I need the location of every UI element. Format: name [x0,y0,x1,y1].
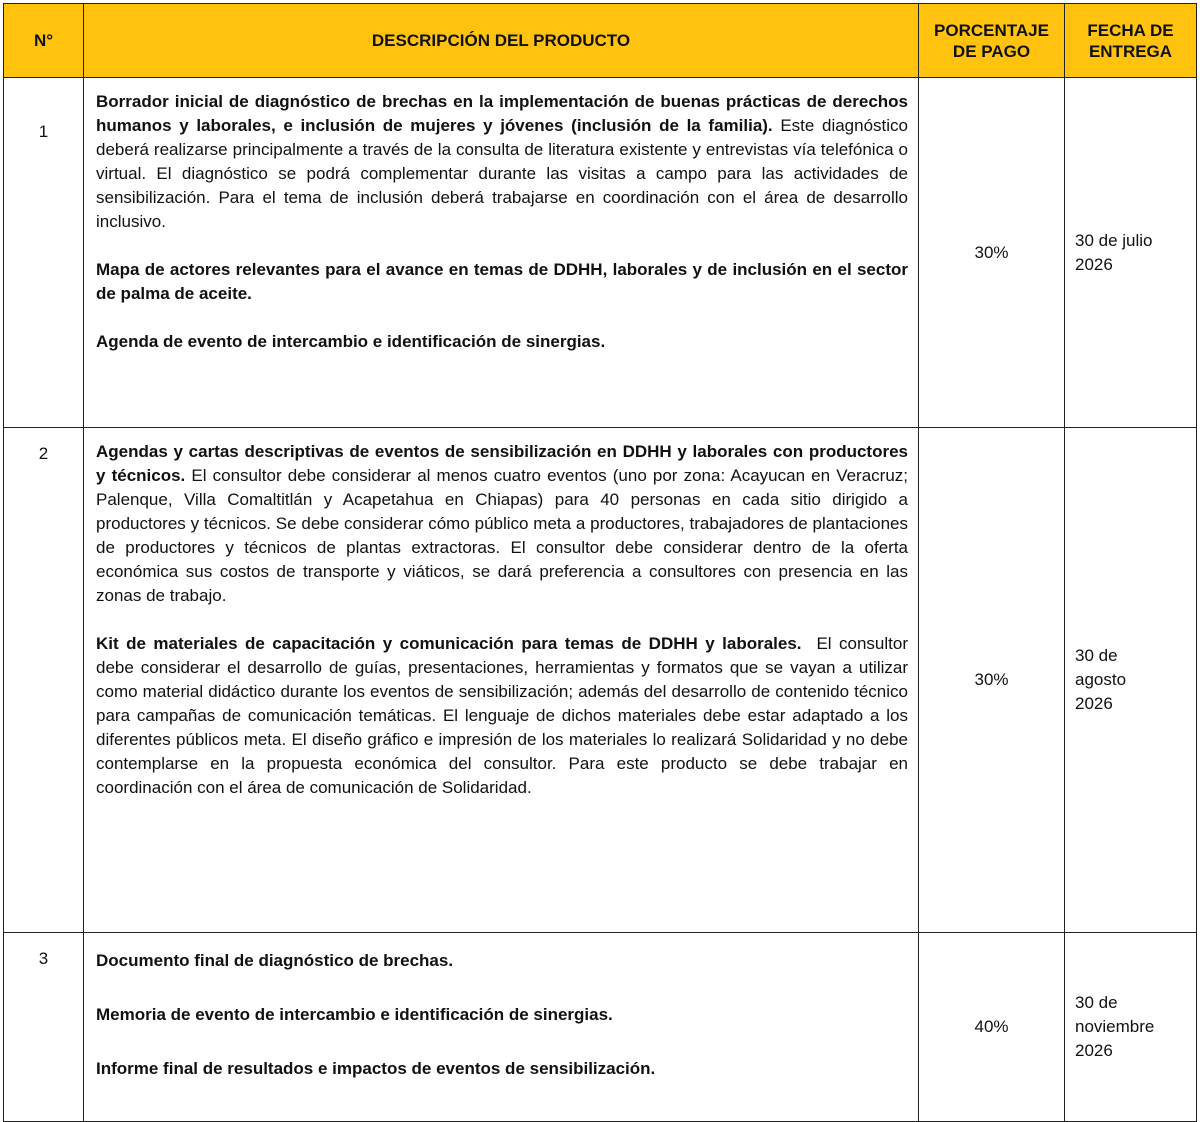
row-date [1065,428,1197,933]
row-description [84,933,919,1122]
product-title: Informe final de resultados e impactos de eventos de sensibilización. [96,1059,656,1078]
product-detail: El consultor debe considerar el desarrollo de guías, presentaciones, herramientas y formatos que se vayan a utilizar como material didáctico durante los eventos de sensibilización; además del desarrollo de contenido técnico para campañas de comunicación temáticas. El lenguaje de dichos materiales debe estar adaptado a los diferentes públicos meta. El diseño gráfico e impresión de los materiales lo realizará Solidaridad y no debe contemplarse en la propuesta económica del consultor. Para este producto se debe trabajar en coordinación con el área de comunicación de Solidaridad. [96,634,913,797]
product-title: Borrador inicial de diagnóstico de brechas en la implementación de buenas prácticas de derechos humanos y laborales, e inclusión de mujeres y jóvenes (inclusión de la familia). [96,92,908,135]
percentage-value: 30% [974,242,1009,262]
date-value: 30 de noviembre 2026 [1075,993,1155,1060]
product-title: Mapa de actores relevantes para el avance en temas de DDHH, laborales y de inclusión en el sector de palma de aceite. [96,260,908,303]
description-paragraph [96,1057,908,1081]
table-row [4,78,1197,428]
product-title: Documento final de diagnóstico de brechas. [96,951,454,970]
header-num: N° [4,4,84,78]
row-number: 3 [4,933,84,1122]
percentage-value: 40% [974,1017,1009,1036]
row-percentage [919,78,1065,428]
row-percentage [919,428,1065,933]
product-title: Memoria de evento de intercambio e identificación de sinergias. [96,1005,613,1024]
header-date: FECHA DE ENTREGA [1065,4,1197,78]
header-percentage: PORCENTAJE DE PAGO [919,4,1065,78]
description-paragraph [96,632,913,800]
product-detail: Este diagnóstico deberá realizarse principalmente a través de la consulta de literatura existente y entrevistas vía telefónica o virtual. El diagnóstico se podrá complementar durante las visitas a campo para las actividades de sensibilización. Para el tema de inclusión deberá trabajarse en coordinación con el área de desarrollo inclusivo. [96,116,909,231]
percentage-value: 30% [974,670,1009,689]
product-title: Agendas y cartas descriptivas de eventos de sensibilización en DDHH y laborales con productores y técnicos. [96,442,908,485]
row-number: 2 [4,428,84,933]
row-percentage [919,933,1065,1122]
products-table [3,3,1197,1122]
description-paragraph [96,330,908,354]
header-description: DESCRIPCIÓN DEL PRODUCTO [84,4,919,78]
product-detail: El consultor debe considerar al menos cuatro eventos (uno por zona: Acayucan en Veracruz; Palenque, Villa Comaltitlán y Acapetahua en Chiapas) para 40 personas en cada sitio dirigido a productores y técnicos. Se debe considerar cómo público meta a productores, trabajadores de plantaciones de productores y técnicos de plantas extractoras. El consultor debe considerar dentro de la oferta económica sus costos de transporte y viáticos, se dará preferencia a consultores con presencia en las zonas de trabajo. [96,466,909,605]
row-description [84,78,919,428]
table-row [4,933,1197,1122]
row-number: 1 [4,78,84,428]
description-paragraph [96,1003,908,1027]
row-description [84,428,919,933]
description-paragraph [96,258,908,306]
row-date [1065,933,1197,1122]
date-value: 30 de agosto 2026 [1075,646,1127,713]
table-row [4,428,1197,933]
date-value: 30 de julio 2026 [1075,230,1153,274]
description-paragraph [96,440,908,608]
table-header-row [4,4,1197,78]
product-title: Agenda de evento de intercambio e identificación de sinergias. [96,332,606,351]
product-title: Kit de materiales de capacitación y comunicación para temas de DDHH y laborales. [96,634,802,653]
row-date [1065,78,1197,428]
description-paragraph [96,90,908,234]
description-paragraph [96,949,908,973]
